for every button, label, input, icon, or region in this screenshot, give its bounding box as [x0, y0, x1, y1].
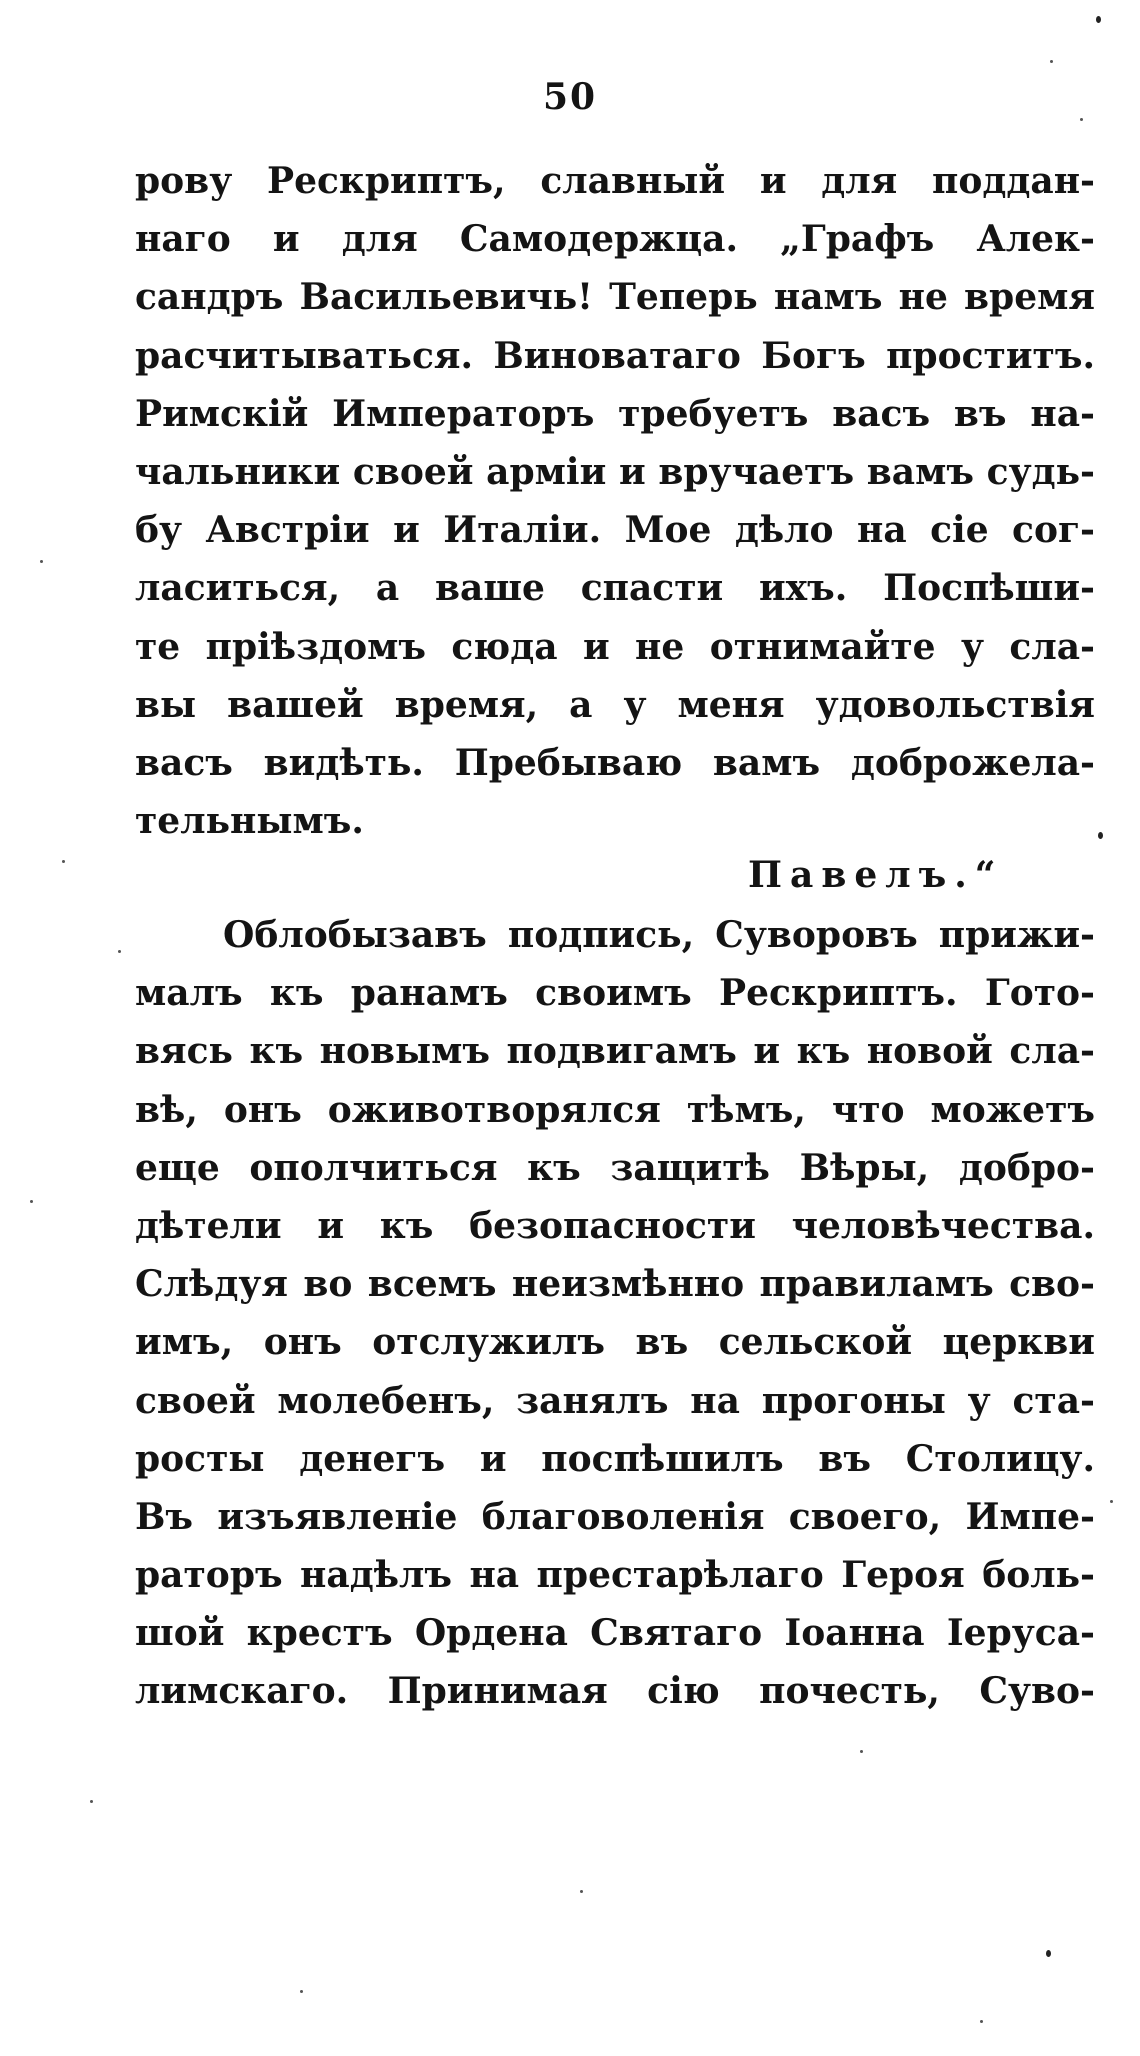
text-line: расчитываться. Виноватаго Богъ проститъ. [135, 334, 1095, 377]
paragraph-suvorov [135, 906, 1095, 1721]
paper-speck [1098, 832, 1103, 839]
paper-speck [90, 1800, 93, 1803]
text-line: вы вашей время, а у меня удовольствія [135, 683, 1095, 726]
paper-speck [860, 1750, 863, 1753]
paper-speck [1110, 1500, 1113, 1503]
text-line: ласиться, а ваше спасти ихъ. Поспѣши- [135, 567, 1095, 610]
text-line: чальники своей арміи и вручаетъ вамъ судь- [135, 450, 1095, 493]
text-line: Римскій Императоръ требуетъ васъ въ на- [135, 392, 1095, 435]
paper-speck [1046, 1950, 1051, 1957]
text-line: Въ изъявленіе благоволенія своего, Импе- [135, 1495, 1095, 1538]
text-line: лимскаго. Принимая сію почесть, Суво- [135, 1670, 1095, 1713]
text-line: наго и для Самодержца. „Графъ Алек- [135, 218, 1095, 261]
paper-speck [580, 1890, 583, 1893]
text-line: вясь къ новымъ подвигамъ и къ новой сла- [135, 1030, 1095, 1073]
text-line: сандръ Васильевичь! Теперь намъ не время [135, 276, 1095, 319]
text-line: шой крестъ Ордена Святаго Іоанна Іеруса- [135, 1612, 1095, 1655]
paper-speck [1080, 118, 1083, 121]
text-line: еще ополчиться къ защитѣ Вѣры, добро- [135, 1146, 1095, 1189]
text-line: бу Австріи и Италіи. Мое дѣло на сіе сог- [135, 509, 1095, 552]
page-number: 50 [542, 76, 598, 118]
paper-speck [62, 860, 65, 863]
text-line: росты денегъ и поспѣшилъ въ Столицу. [135, 1437, 1095, 1480]
signature: Павелъ.“ [748, 854, 1004, 896]
paragraph-rescript [135, 152, 1095, 850]
text-line: раторъ надѣлъ на престарѣлаго Героя боль- [135, 1554, 1095, 1597]
paper-speck [300, 1990, 303, 1993]
text-line: малъ къ ранамъ своимъ Рескриптъ. Гото- [135, 972, 1095, 1015]
text-line: своей молебенъ, занялъ на прогоны у ста- [135, 1379, 1095, 1422]
paper-speck [1096, 16, 1101, 23]
text-line: васъ видѣть. Пребываю вамъ доброжела- [135, 741, 1095, 784]
text-line: тельнымъ. [135, 800, 364, 843]
text-line: Слѣдуя во всемъ неизмѣнно правиламъ сво- [135, 1263, 1095, 1306]
text-line: те пріѣздомъ сюда и не отнимайте у сла- [135, 625, 1095, 668]
text-line: дѣтели и къ безопасности человѣчества. [135, 1204, 1095, 1247]
text-line: вѣ, онъ оживотворялся тѣмъ, что можетъ [135, 1088, 1095, 1131]
paper-speck [30, 1200, 33, 1203]
paper-speck [980, 2020, 983, 2023]
text-line: имъ, онъ отслужилъ въ сельской церкви [135, 1321, 1095, 1364]
paper-speck [1050, 60, 1053, 63]
paper-speck [40, 560, 43, 563]
text-line: Облобызавъ подпись, Суворовъ прижи- [223, 914, 1095, 956]
paper-speck [118, 950, 121, 953]
text-line: рову Рескриптъ, славный и для поддан- [135, 160, 1095, 202]
